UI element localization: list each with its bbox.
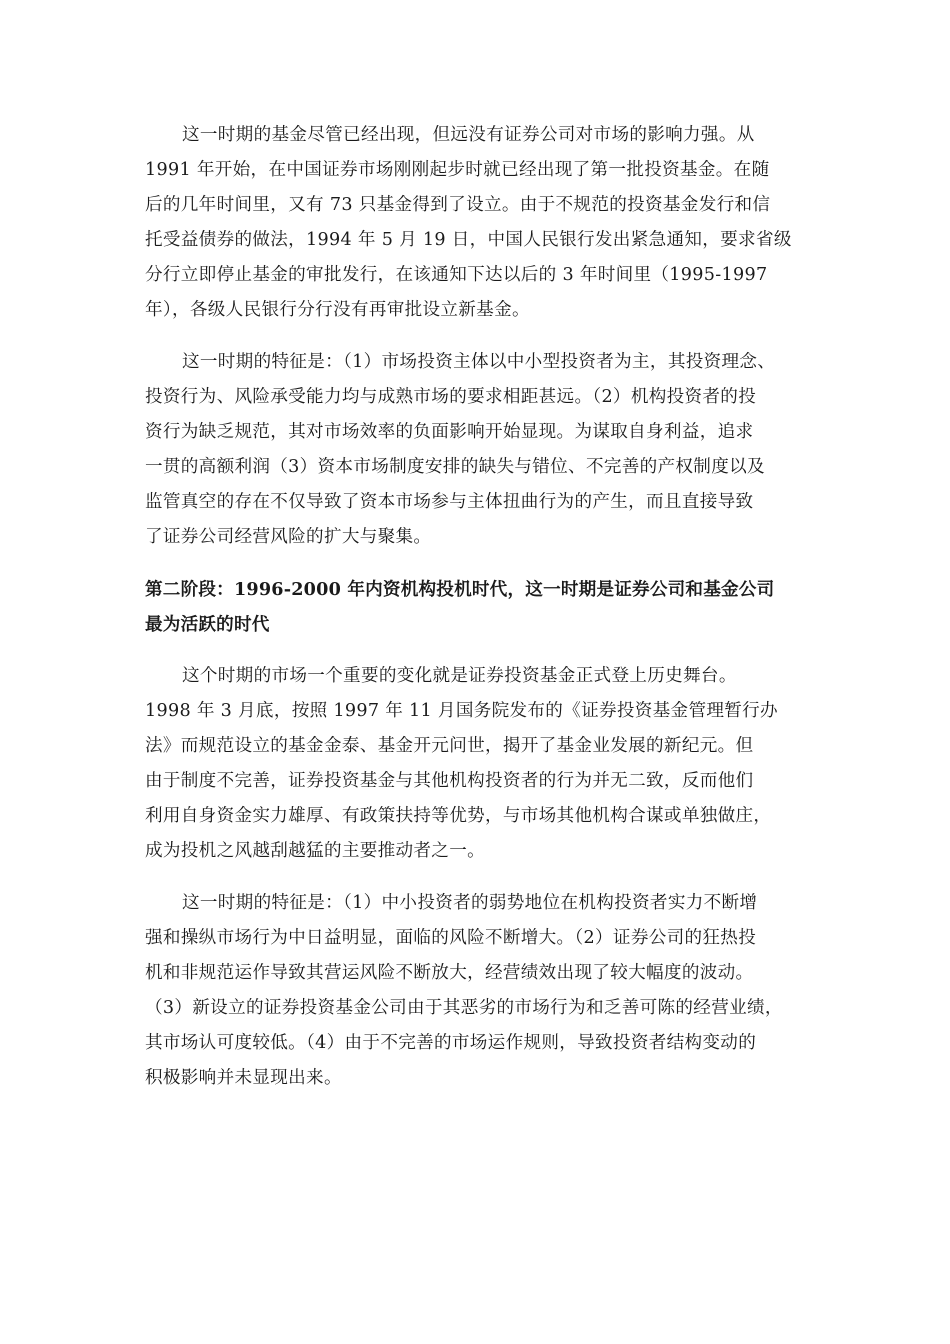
text-line: 分行立即停止基金的审批发行，在该通知下达以后的 3 年时间里（1995-1997 — [145, 265, 768, 285]
heading-line: 最为活跃的时代 — [145, 614, 270, 635]
text-line: 这一时期的基金尽管已经出现，但远没有证券公司对市场的影响力强。从 — [182, 125, 755, 145]
text-line: 强和操纵市场行为中日益明显，面临的风险不断增大。（2）证券公司的狂热投 — [145, 928, 757, 948]
text-line: 机和非规范运作导致其营运风险不断放大，经营绩效出现了较大幅度的波动。 — [145, 963, 754, 983]
paragraph-gap — [145, 328, 813, 345]
text-line: 这一时期的特征是：（1）市场投资主体以中小型投资者为主，其投资理念、 — [182, 352, 776, 372]
text-line: 年），各级人民银行分行没有再审批设立新基金。 — [145, 300, 530, 320]
text-line: 这一时期的特征是：（1）中小投资者的弱势地位在机构投资者实力不断增 — [182, 893, 758, 913]
paragraph-phase1-features — [145, 345, 813, 555]
paragraph-gap — [145, 555, 813, 572]
text-line: 一贯的高额利润（3）资本市场制度安排的缺失与错位、不完善的产权制度以及 — [145, 457, 765, 477]
text-line: 监管真空的存在不仅导致了资本市场参与主体扭曲行为的产生，而且直接导致 — [145, 492, 754, 512]
text-line: 托受益债券的做法，1994 年 5 月 19 日，中国人民银行发出紧急通知，要求省级 — [145, 230, 792, 250]
document-body — [145, 118, 813, 1096]
text-line: 成为投机之风越刮越猛的主要推动者之一。 — [145, 841, 485, 861]
text-line: 1998 年 3 月底，按照 1997 年 11 月国务院发布的《证券投资基金管理暂行办 — [145, 701, 778, 721]
text-line: 后的几年时间里，又有 73 只基金得到了设立。由于不规范的投资基金发行和信 — [145, 195, 771, 215]
text-line: 法》而规范设立的基金金泰、基金开元问世，揭开了基金业发展的新纪元。但 — [145, 736, 754, 756]
text-line: 资行为缺乏规范，其对市场效率的负面影响开始显现。为谋取自身利益，追求 — [145, 422, 754, 442]
paragraph-investment-funds — [145, 659, 813, 869]
text-line: 1991 年开始，在中国证券市场刚刚起步时就已经出现了第一批投资基金。在随 — [145, 160, 770, 180]
heading-line: 第二阶段：1996-2000 年内资机构投机时代，这一时期是证券公司和基金公司 — [145, 579, 775, 600]
paragraph-phase2-features — [145, 886, 813, 1096]
paragraph-gap — [145, 869, 813, 886]
text-line: 了证券公司经营风险的扩大与聚集。 — [145, 527, 432, 547]
section-heading-phase2 — [145, 572, 813, 642]
text-line: 其市场认可度较低。（4）由于不完善的市场运作规则，导致投资者结构变动的 — [145, 1033, 757, 1053]
paragraph-gap — [145, 642, 813, 659]
text-line: 这个时期的市场一个重要的变化就是证券投资基金正式登上历史舞台。 — [182, 666, 737, 686]
text-line: 投资行为、风险承受能力均与成熟市场的要求相距甚远。（2）机构投资者的投 — [145, 387, 757, 407]
text-line: 利用自身资金实力雄厚、有政策扶持等优势，与市场其他机构合谋或单独做庄， — [145, 806, 772, 826]
text-line: （3）新设立的证券投资基金公司由于其恶劣的市场行为和乏善可陈的经营业绩， — [145, 998, 783, 1018]
text-line: 积极影响并未显现出来。 — [145, 1068, 342, 1088]
paragraph-early-funds — [145, 118, 813, 328]
text-line: 由于制度不完善，证券投资基金与其他机构投资者的行为并无二致，反而他们 — [145, 771, 754, 791]
